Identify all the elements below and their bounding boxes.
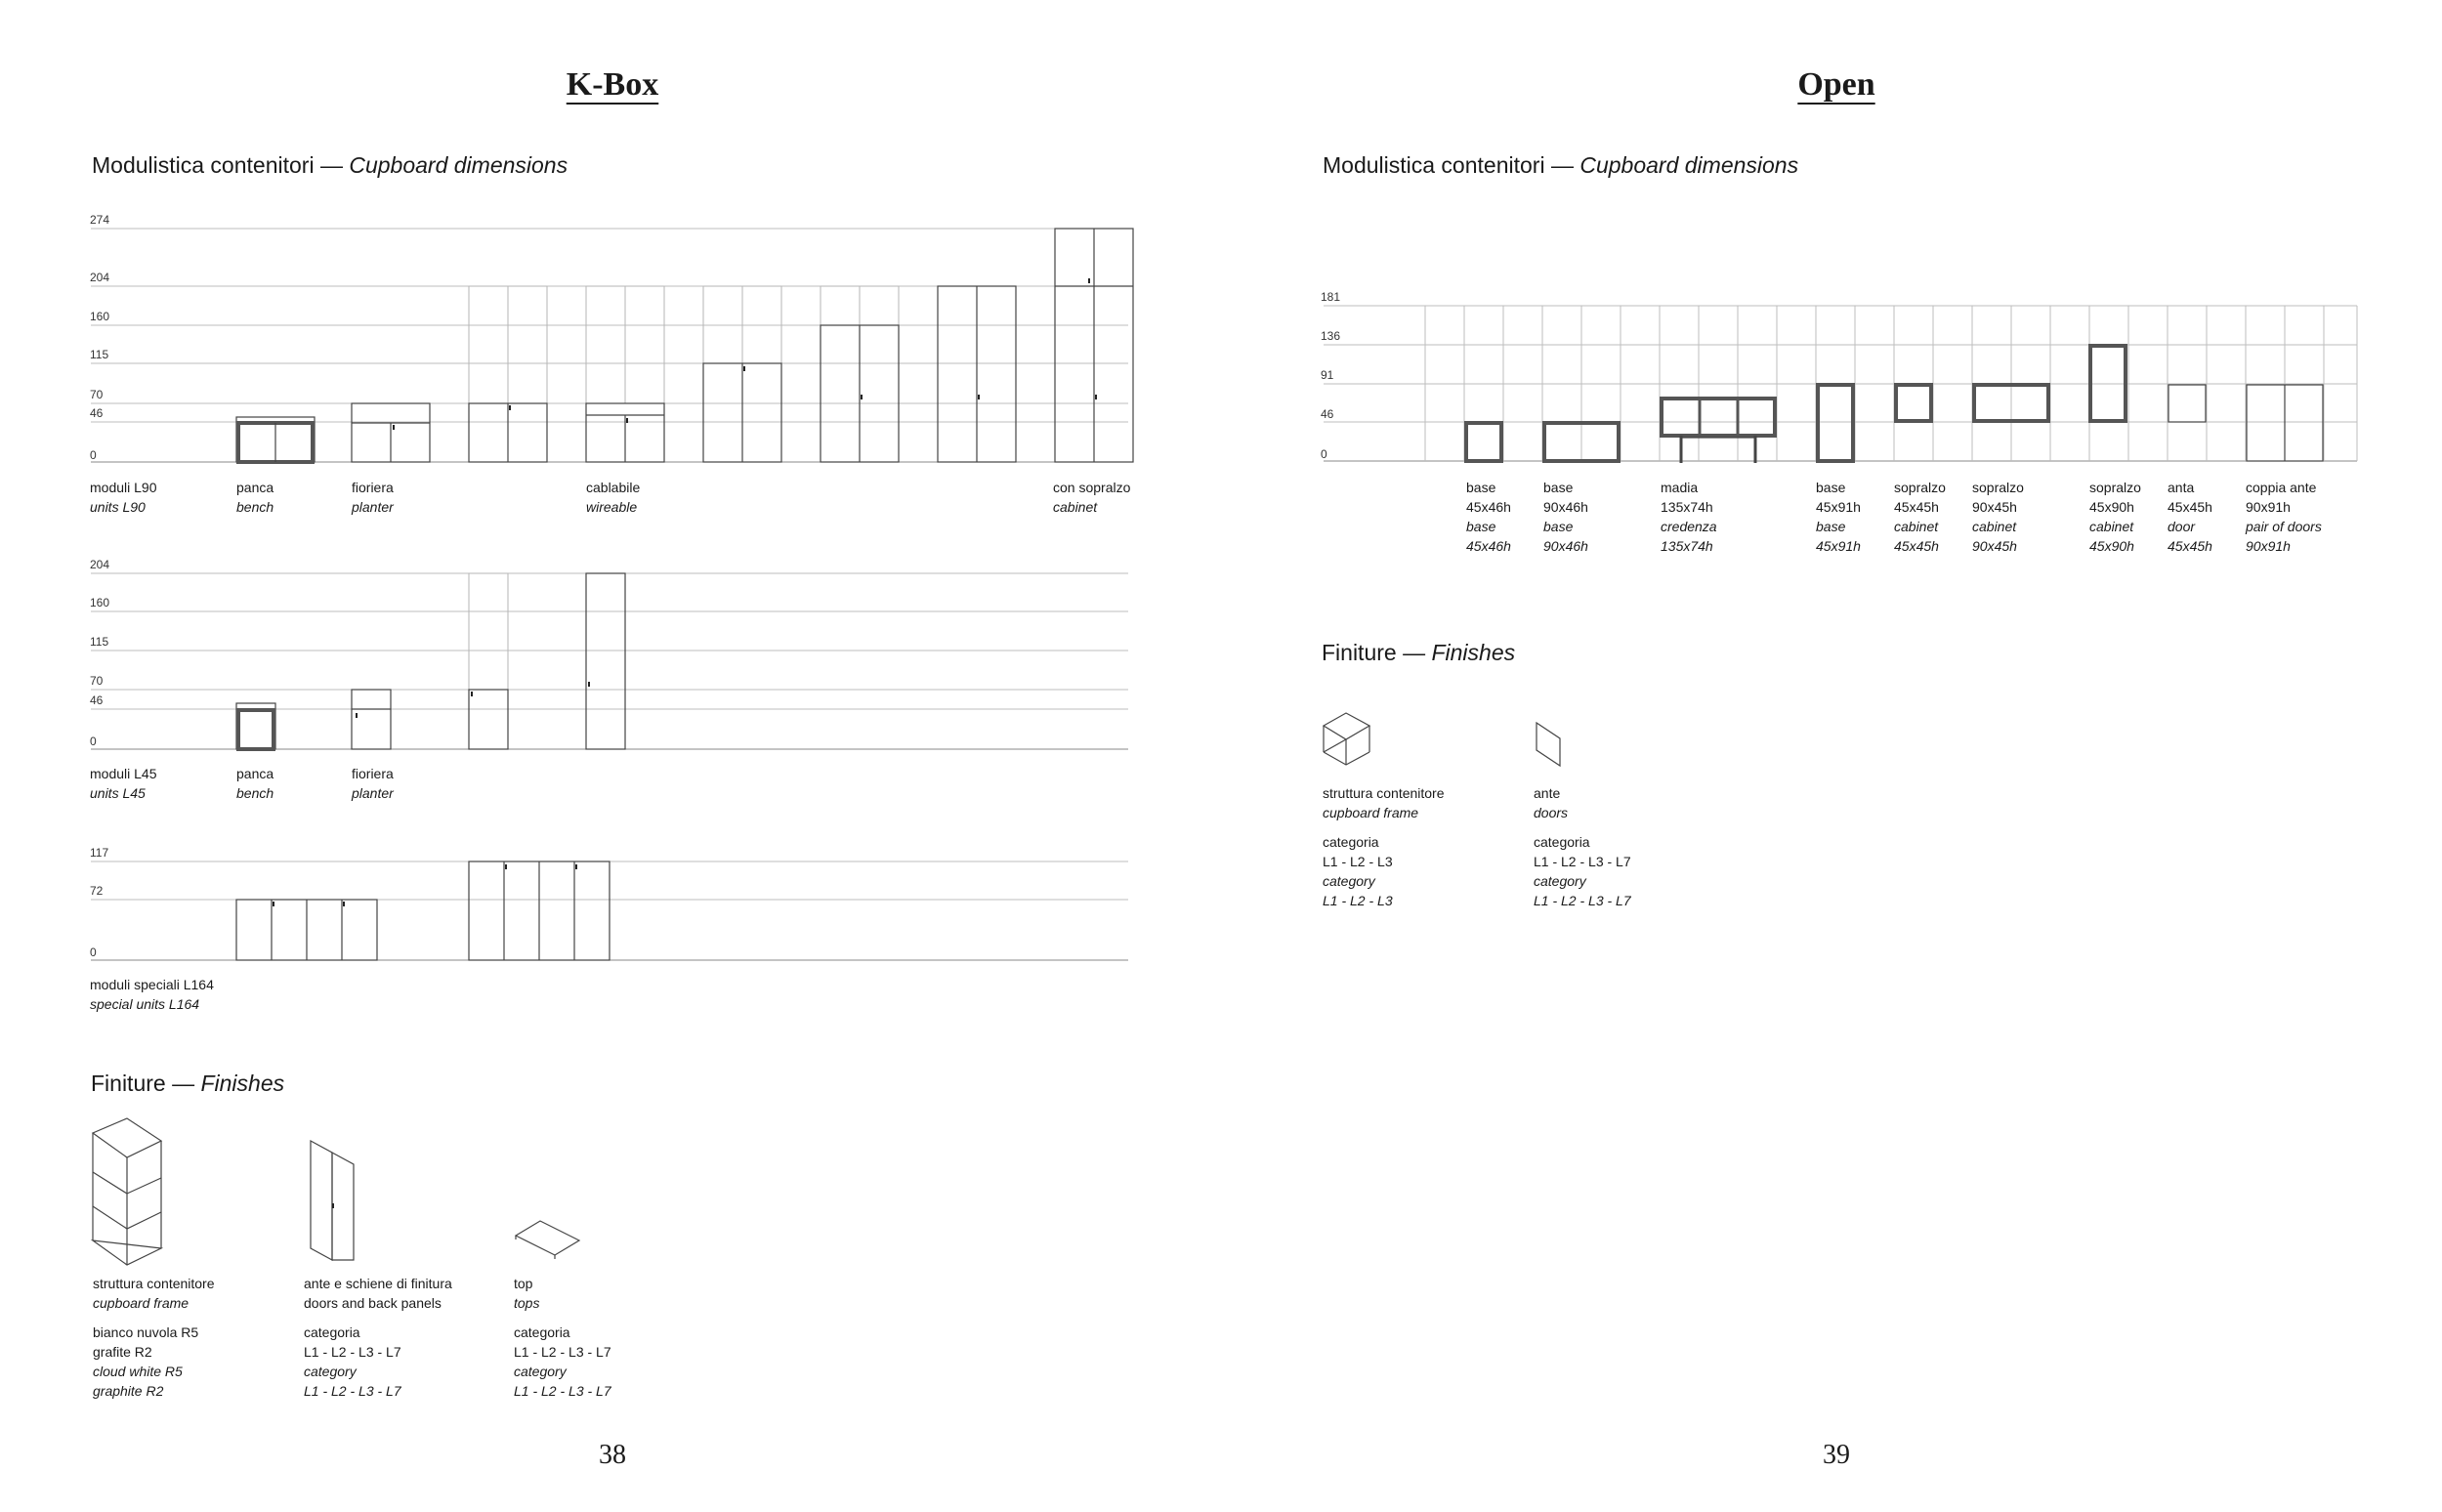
item-size: 90x91h [2246, 499, 2291, 515]
finish-name-it: ante [1534, 785, 1561, 801]
open-item-label [2089, 478, 2141, 556]
item-size-en: 90x45h [1972, 538, 2017, 554]
item-size: 45x45h [1894, 499, 1939, 515]
finishes-heading-en: Finishes [200, 1071, 285, 1096]
finish-name-it: ante e schiene di finitura [304, 1276, 452, 1291]
grid-lines-row2 [91, 573, 1128, 749]
item-name: anta [2168, 480, 2195, 495]
cabinet-with-top-shape [1055, 229, 1133, 462]
finish-line-en: graphite R2 [93, 1383, 164, 1399]
planter-l45-shape [352, 690, 391, 749]
finish-line-en: L1 - L2 - L3 - L7 [514, 1383, 611, 1399]
item-name: sopralzo [1972, 480, 2024, 495]
label-it: con sopralzo [1053, 480, 1131, 495]
label-it: panca [236, 480, 274, 495]
bench-l90-shape [236, 417, 315, 462]
finish-line: categoria [514, 1324, 570, 1340]
label-it: fioriera [352, 480, 394, 495]
open-base-45x91-shape [1818, 385, 1853, 461]
module-160-shape [821, 286, 899, 462]
item-size-en: 45x90h [2089, 538, 2134, 554]
label-it: moduli L45 [90, 766, 157, 781]
finish-name-it: top [514, 1276, 533, 1291]
finish-line-en: category [1534, 873, 1586, 889]
bench-l45-shape [236, 703, 275, 749]
finish-name-en: tops [514, 1295, 540, 1311]
item-name: base [1466, 480, 1496, 495]
tick-label: 70 [90, 674, 104, 688]
open-door-45x45-shape [2168, 385, 2206, 422]
open-cabinet-45x45-shape [1896, 385, 1931, 421]
finish-line: categoria [1534, 834, 1590, 850]
label-it: moduli speciali L164 [90, 977, 214, 992]
tick-label: 181 [1321, 290, 1341, 304]
open-item-label [1894, 478, 1946, 556]
finish-line: L1 - L2 - L3 - L7 [1534, 854, 1631, 869]
open-pair-of-doors-90x91-shape [2247, 385, 2323, 461]
finish-cupboard-frame [93, 1274, 215, 1401]
section-heading-it: Modulistica contenitori — [1323, 152, 1580, 178]
label-planter-l45 [352, 764, 394, 803]
tick-label: 117 [90, 846, 109, 860]
label-en: planter [352, 499, 394, 515]
finish-line-en: L1 - L2 - L3 - L7 [1534, 893, 1631, 908]
open-finish-doors [1534, 783, 1631, 910]
label-it: moduli L90 [90, 480, 157, 495]
doors-and-back-panels-icon [311, 1141, 354, 1260]
open-cupboard-frame-icon [1324, 713, 1369, 765]
module-70-shape [469, 286, 547, 462]
item-name: base [1816, 480, 1846, 495]
open-item-label [1972, 478, 2024, 556]
finish-line: categoria [304, 1324, 360, 1340]
label-en: special units L164 [90, 996, 200, 1012]
finish-line-en: L1 - L2 - L3 [1323, 893, 1393, 908]
item-size-en: 90x91h [2246, 538, 2291, 554]
special-unit-low-shape [236, 900, 377, 960]
finish-line: bianco nuvola R5 [93, 1324, 199, 1340]
item-size: 45x90h [2089, 499, 2134, 515]
item-size-en: 135x74h [1661, 538, 1713, 554]
item-size: 135x74h [1661, 499, 1713, 515]
label-en: bench [236, 785, 274, 801]
page-number-right: 39 [1823, 1440, 1850, 1470]
top-icon [516, 1221, 579, 1259]
item-size: 90x46h [1543, 499, 1588, 515]
item-name: sopralzo [2089, 480, 2141, 495]
label-planter-l90 [352, 478, 394, 517]
finish-line-en: category [304, 1364, 357, 1379]
label-en: planter [352, 785, 394, 801]
tick-label: 160 [90, 596, 110, 609]
finishes-heading-en: Finishes [1431, 640, 1516, 665]
item-name-en: base [1543, 519, 1574, 534]
finish-name-it: struttura contenitore [1323, 785, 1445, 801]
finish-name-en: cupboard frame [93, 1295, 189, 1311]
finishes-heading-it: Finiture — [1322, 640, 1432, 665]
special-unit-high-shape [469, 861, 610, 960]
item-size-en: 45x91h [1816, 538, 1861, 554]
open-item-label [1543, 478, 1588, 556]
grid-lines-row1 [91, 229, 1128, 462]
item-name-en: cabinet [1972, 519, 2017, 534]
tick-label: 46 [90, 406, 104, 420]
section-heading-en: Cupboard dimensions [349, 152, 568, 178]
cupboard-frame-icon [93, 1118, 161, 1265]
open-doors-icon [1537, 723, 1560, 766]
open-item-label [2168, 478, 2212, 556]
label-wireable [586, 478, 640, 517]
label-en: cabinet [1053, 499, 1098, 515]
item-name-en: credenza [1661, 519, 1717, 534]
tick-label: 0 [90, 945, 97, 959]
label-special-units [90, 975, 214, 1014]
open-item-label [1816, 478, 1861, 556]
tick-label: 72 [90, 884, 104, 898]
label-en: wireable [586, 499, 638, 515]
label-it: panca [236, 766, 274, 781]
finishes-heading-left [91, 1071, 284, 1097]
finish-line-en: category [514, 1364, 567, 1379]
finishes-heading-right [1322, 640, 1515, 666]
item-name-en: cabinet [1894, 519, 1939, 534]
finish-line: L1 - L2 - L3 - L7 [304, 1344, 401, 1360]
finishes-heading-it: Finiture — [91, 1071, 201, 1096]
item-size: 90x45h [1972, 499, 2017, 515]
tick-label: 204 [90, 558, 110, 571]
item-name-en: base [1816, 519, 1846, 534]
section-heading-en: Cupboard dimensions [1579, 152, 1799, 178]
tick-label: 115 [90, 635, 109, 649]
label-en: units L90 [90, 499, 146, 515]
page-title-kbox: K-Box [566, 66, 659, 103]
module-115-shape [703, 286, 781, 462]
finish-line-en: cloud white R5 [93, 1364, 183, 1379]
finish-line: L1 - L2 - L3 [1323, 854, 1393, 869]
tick-label: 70 [90, 388, 104, 401]
section-heading-it: Modulistica contenitori — [92, 152, 350, 178]
item-size-en: 90x46h [1543, 538, 1588, 554]
open-item-label [1466, 478, 1511, 556]
label-units-l90 [90, 478, 157, 517]
tick-label: 0 [90, 448, 97, 462]
label-en: units L45 [90, 785, 146, 801]
label-bench-l45 [236, 764, 274, 803]
open-credenza-135x74-shape [1662, 399, 1775, 463]
finish-line: L1 - L2 - L3 - L7 [514, 1344, 611, 1360]
page-title-open: Open [1797, 66, 1875, 103]
item-name: base [1543, 480, 1574, 495]
planter-l90-shape [352, 403, 430, 462]
item-size-en: 45x45h [1894, 538, 1939, 554]
label-it: cablabile [586, 480, 641, 495]
module-l45-70-shape [469, 573, 508, 749]
finish-name-en: cupboard frame [1323, 805, 1419, 820]
page-number-left: 38 [599, 1440, 626, 1470]
item-name-en: door [2168, 519, 2196, 534]
module-204-shape [938, 286, 1016, 462]
open-item-label [1661, 478, 1717, 556]
open-item-label [2246, 478, 2322, 556]
item-name: madia [1661, 480, 1699, 495]
finish-line-en: category [1323, 873, 1375, 889]
wireable-l90-shape [586, 286, 664, 462]
label-cabinet-top [1053, 478, 1130, 517]
open-base-45x46-shape [1466, 423, 1501, 461]
tick-label: 274 [90, 213, 110, 227]
label-en: bench [236, 499, 274, 515]
tick-label: 0 [90, 735, 97, 748]
item-name: sopralzo [1894, 480, 1946, 495]
finish-name-it: struttura contenitore [93, 1276, 215, 1291]
tick-label: 0 [1321, 447, 1327, 461]
item-name-en: cabinet [2089, 519, 2134, 534]
finish-name-en: doors [1534, 805, 1569, 820]
finish-line: grafite R2 [93, 1344, 152, 1360]
finish-doors-back-panels [304, 1274, 452, 1401]
label-it: fioriera [352, 766, 394, 781]
finish-tops [514, 1274, 611, 1401]
item-size: 45x45h [2168, 499, 2212, 515]
item-size: 45x91h [1816, 499, 1861, 515]
section-heading-cupboard-dimensions-right [1323, 152, 1798, 179]
item-size-en: 45x46h [1466, 538, 1511, 554]
tick-label: 46 [90, 693, 104, 707]
finish-line: categoria [1323, 834, 1379, 850]
tick-label: 91 [1321, 368, 1334, 382]
label-units-l45 [90, 764, 157, 803]
item-name: coppia ante [2246, 480, 2317, 495]
tick-label: 115 [90, 348, 109, 361]
item-name-en: base [1466, 519, 1496, 534]
tick-label: 136 [1321, 329, 1341, 343]
item-size: 45x46h [1466, 499, 1511, 515]
finish-line-en: L1 - L2 - L3 - L7 [304, 1383, 401, 1399]
item-size-en: 45x45h [2168, 538, 2212, 554]
item-name-en: pair of doors [2246, 519, 2322, 534]
tick-label: 204 [90, 271, 110, 284]
open-finish-cupboard-frame [1323, 783, 1445, 910]
tick-label: 46 [1321, 407, 1334, 421]
tick-label: 160 [90, 310, 110, 323]
label-bench-l90 [236, 478, 274, 517]
module-l45-204-shape [586, 573, 625, 749]
finish-name-en: doors and back panels [304, 1295, 442, 1311]
